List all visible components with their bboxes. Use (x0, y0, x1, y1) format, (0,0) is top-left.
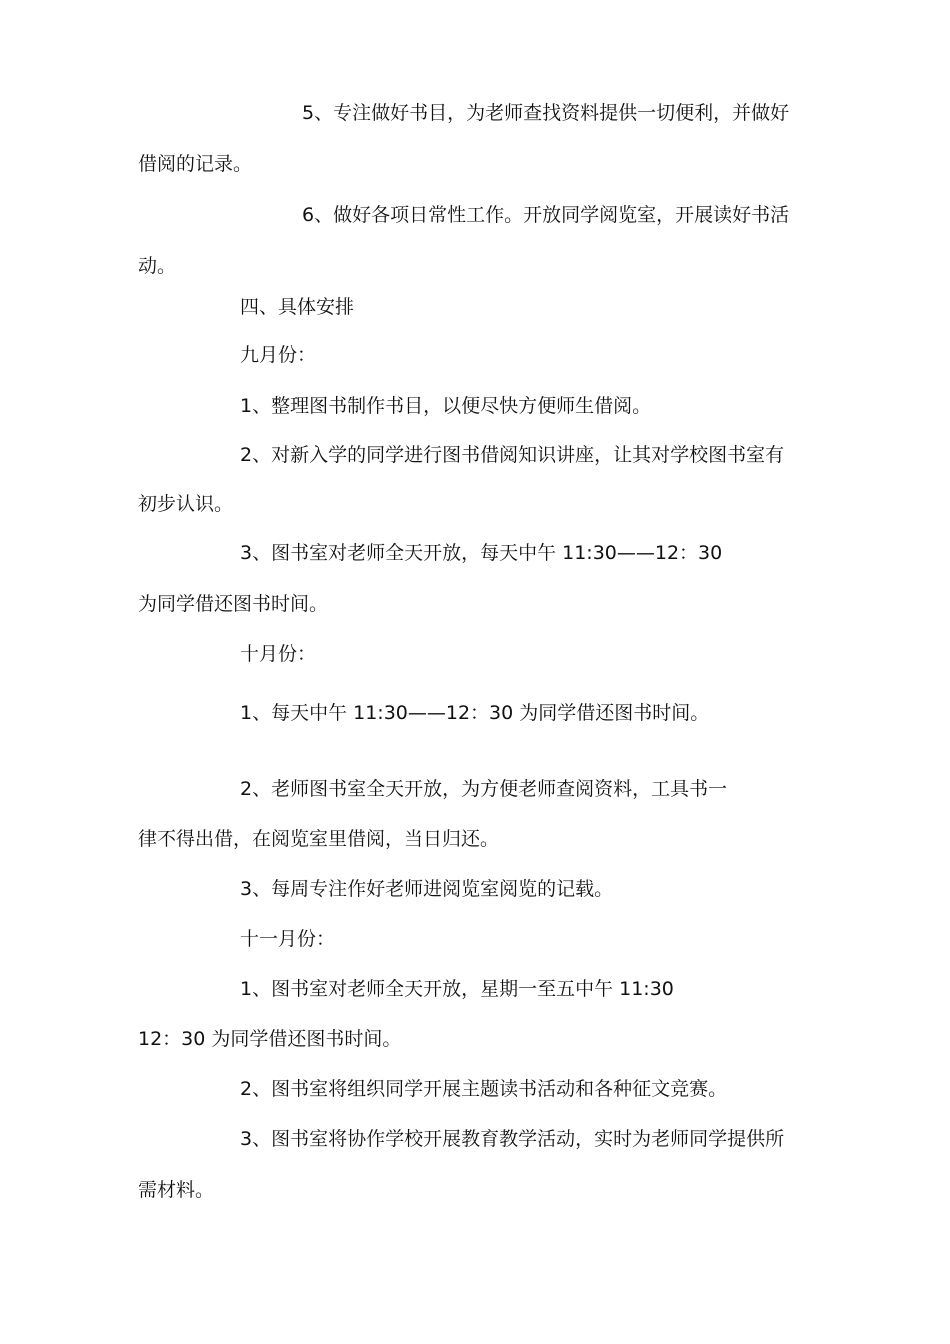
paragraph-line: 律不得出借，在阅览室里借阅，当日归还。 (138, 828, 500, 850)
paragraph-line: 借阅的记录。 (138, 153, 253, 175)
paragraph-line: 1、每天中午 11:30——12：30 为同学借还图书时间。 (240, 702, 710, 724)
paragraph-line: 1、图书室对老师全天开放，星期一至五中午 11:30 (240, 978, 674, 1000)
paragraph-line: 3、图书室对老师全天开放，每天中午 11:30——12：30 (240, 542, 723, 564)
section-heading: 四、具体安排 (240, 296, 355, 318)
paragraph-line: 为同学借还图书时间。 (138, 593, 329, 615)
month-heading: 九月份： (240, 344, 317, 366)
paragraph-line: 2、老师图书室全天开放，为方便老师查阅资料，工具书一 (240, 778, 728, 800)
paragraph-line: 3、图书室将协作学校开展教育教学活动，实时为老师同学提供所 (240, 1128, 785, 1150)
paragraph-line: 3、每周专注作好老师进阅览室阅览的记载。 (240, 878, 614, 900)
paragraph-line: 6、做好各项日常性工作。开放同学阅览室，开展读好书活 (302, 204, 790, 226)
paragraph-line: 2、图书室将组织同学开展主题读书活动和各种征文竞赛。 (240, 1078, 728, 1100)
paragraph-line: 1、整理图书制作书目，以便尽快方便师生借阅。 (240, 395, 652, 417)
paragraph-line: 5、专注做好书目，为老师查找资料提供一切便利，并做好 (302, 102, 790, 124)
paragraph-line: 初步认识。 (138, 493, 234, 515)
paragraph-line: 2、对新入学的同学进行图书借阅知识讲座，让其对学校图书室有 (240, 444, 785, 466)
paragraph-line: 需材料。 (138, 1179, 215, 1201)
month-heading: 十一月份： (240, 928, 336, 950)
paragraph-line: 12：30 为同学借还图书时间。 (138, 1028, 402, 1050)
month-heading: 十月份： (240, 643, 317, 665)
paragraph-line: 动。 (138, 255, 177, 277)
